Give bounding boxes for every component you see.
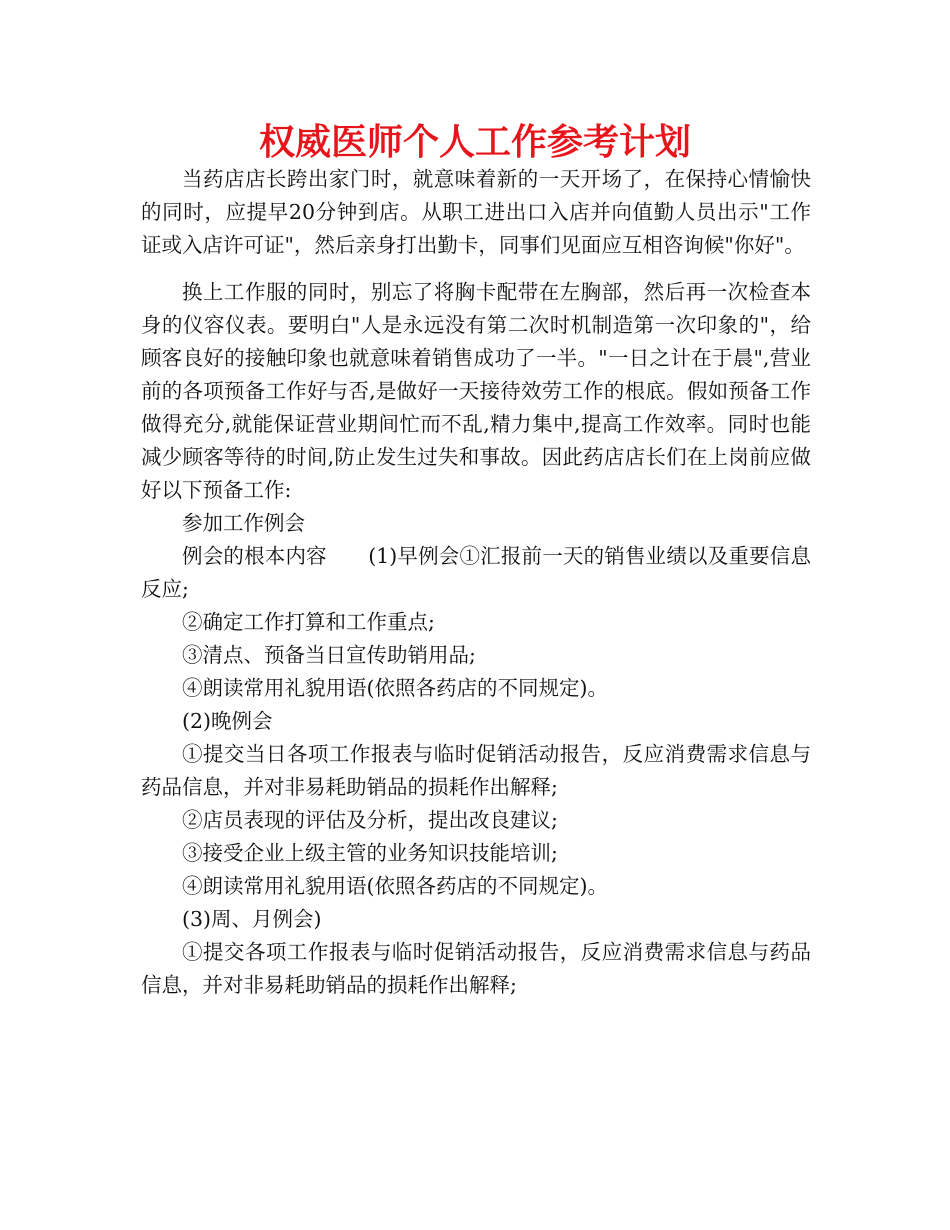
paragraph-meeting-content: 例会的根本内容 (1)早例会①汇报前一天的销售业绩以及重要信息反应; (141, 544, 811, 601)
paragraph-meeting-heading: 参加工作例会 (182, 511, 305, 535)
paragraph-evening-item-2: ②店员表现的评估及分析，提出改良建议; (182, 808, 558, 832)
paragraph-morning-item-4: ④朗读常用礼貌用语(依照各药店的不同规定)。 (182, 676, 608, 700)
paragraph-intro: 当药店店长跨出家门时，就意味着新的一天开场了，在保持心情愉快的同时，应提早20分钟到店。从职工进出口入店并向值勤人员出示"工作证或入店许可证"，然后亲身打出勤卡，同事们见面应互相咨询候"你好"。 (141, 167, 811, 257)
paragraph-evening-heading: (2)晚例会 (182, 709, 273, 733)
paragraph-evening-item-4: ④朗读常用礼貌用语(依照各药店的不同规定)。 (182, 874, 608, 898)
paragraph-uniform: 换上工作服的同时，别忘了将胸卡配带在左胸部，然后再一次检查本身的仪容仪表。要明白"人是永远没有第二次时机制造第一次印象的"，给顾客良好的接触印象也就意味着销售成功了一半。"一日之计在于晨",营业前的各项预备工作好与否,是做好一天接待效劳工作的根底。假如预备工作做得充分,就能保证营业期间忙而不乱,精力集中,提高工作效率。同时也能减少顾客等待的时间,防止发生过失和事故。因此药店店长们在上岗前应做好以下预备工作: (141, 280, 811, 502)
paragraph-weekly-heading: (3)周、月例会) (182, 907, 322, 931)
paragraph-morning-item-3: ③清点、预备当日宣传助销用品; (182, 643, 476, 667)
paragraph-weekly-item-1: ①提交各项工作报表与临时促销活动报告，反应消费需求信息与药品信息，并对非易耗助销品的损耗作出解释; (141, 940, 811, 997)
paragraph-morning-item-2: ②确定工作打算和工作重点; (182, 610, 435, 634)
paragraph-evening-item-3: ③接受企业上级主管的业务知识技能培训; (182, 841, 558, 865)
document-title: 权威医师个人工作参考计划 (258, 122, 691, 163)
paragraph-evening-item-1: ①提交当日各项工作报表与临时促销活动报告，反应消费需求信息与药品信息，并对非易耗助销品的损耗作出解释; (141, 742, 811, 799)
document-body (141, 163, 811, 1002)
